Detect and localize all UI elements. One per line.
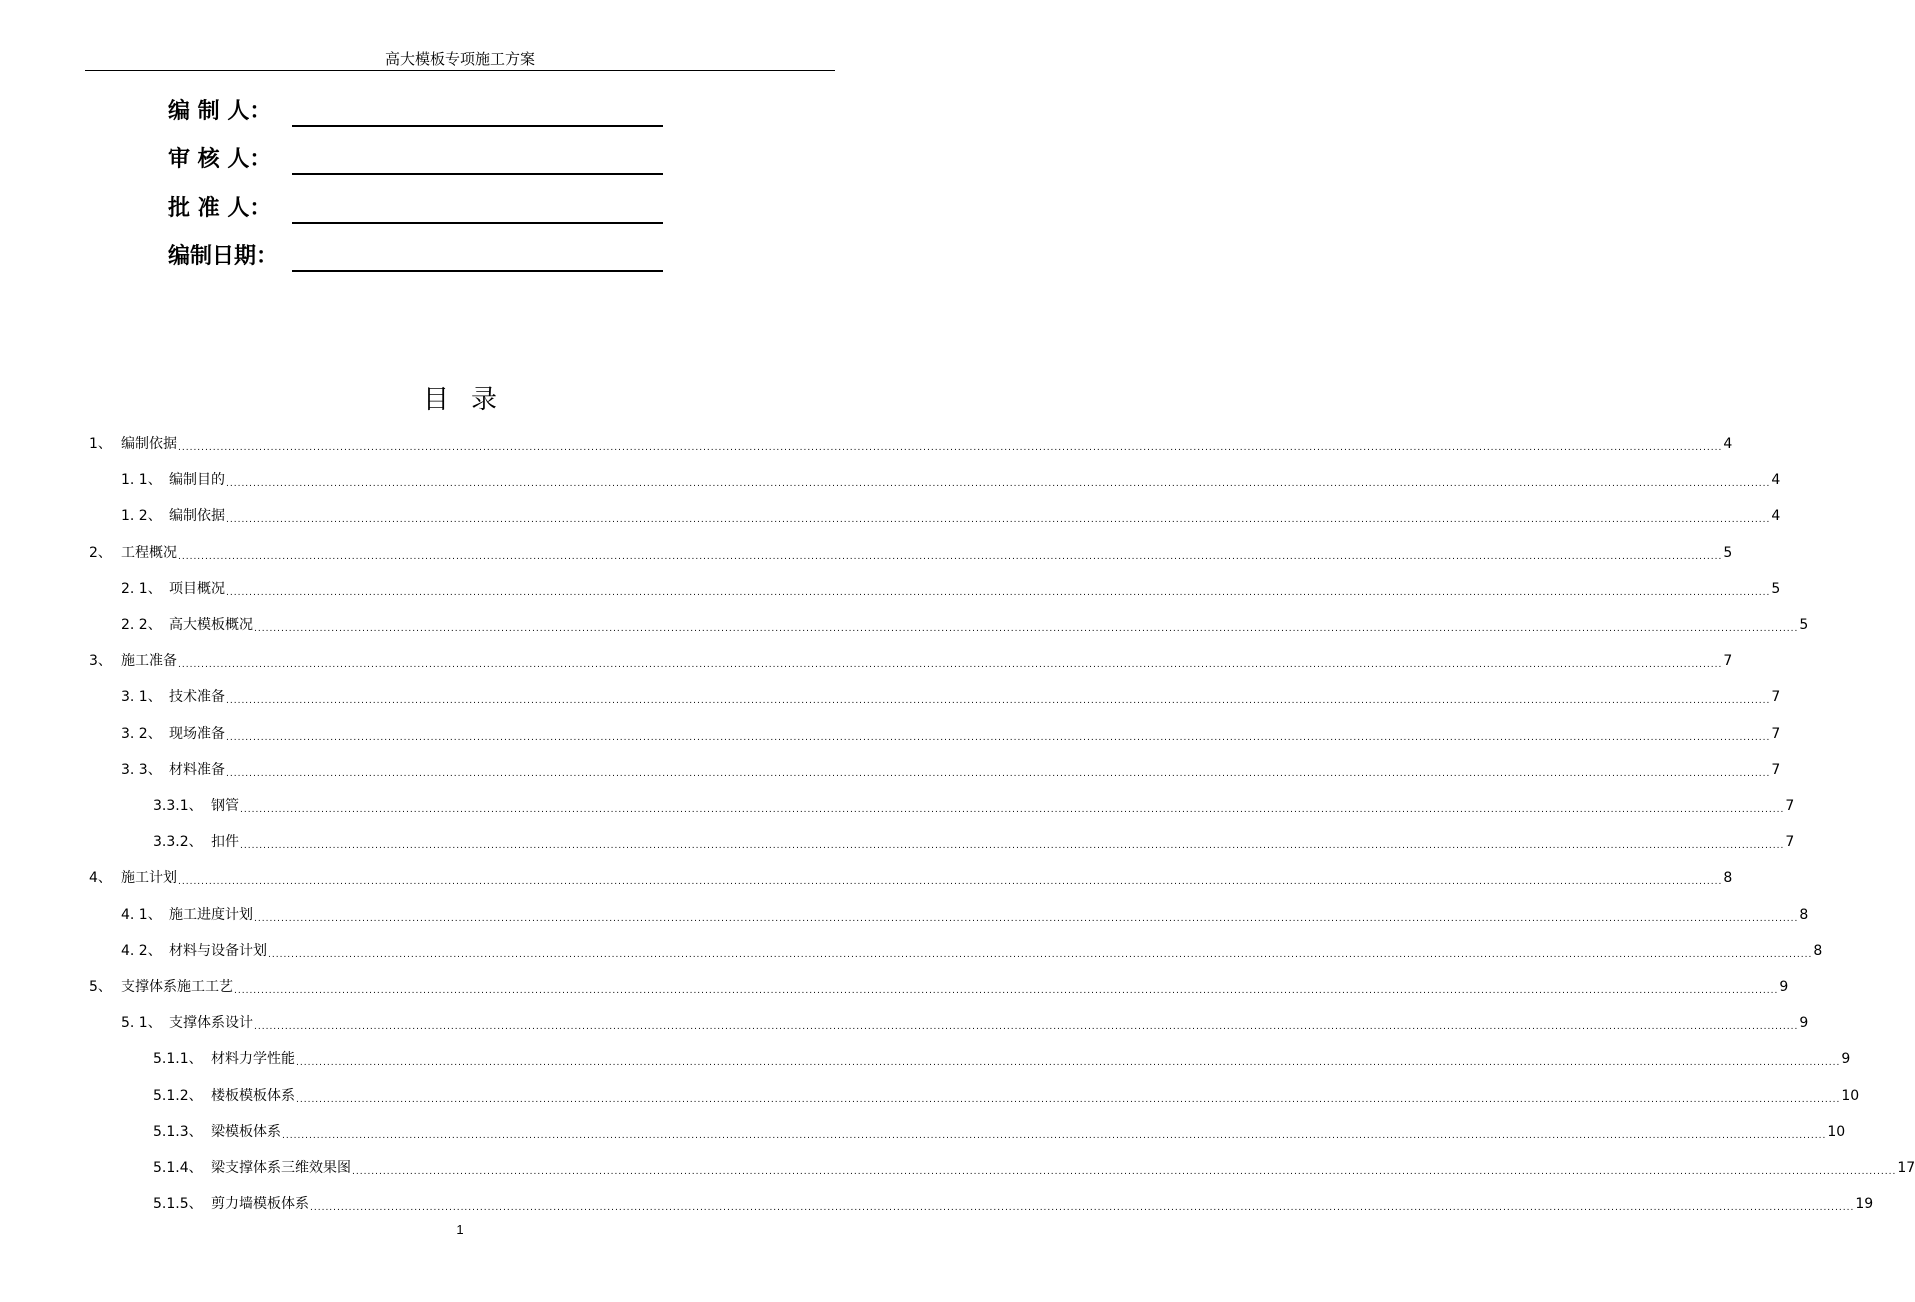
toc-entry[interactable] [153, 832, 1795, 852]
toc-entry-title: 项目概况 [169, 580, 225, 597]
page-header-title: 高大模板专项施工方案 [384, 50, 535, 68]
toc-entry-title: 编制目的 [169, 472, 225, 489]
toc-entry-page: 17 [1897, 1160, 1915, 1176]
toc-entry[interactable] [89, 434, 1733, 454]
toc-dot-leader: ................................................................................................................................................................................................................................................................................................................................................................................................................ [254, 624, 1799, 634]
toc-dot-leader: ................................................................................................................................................................................................................................................................................................................................................................................................................ [178, 443, 1723, 453]
toc-entry-title: 技术准备 [169, 689, 225, 706]
toc-dot-leader: ................................................................................................................................................................................................................................................................................................................................................................................................................ [226, 696, 1771, 707]
toc-entry-page: 8 [1723, 870, 1733, 887]
toc-entry-page: 5 [1799, 617, 1809, 633]
toc-entry-page: 4 [1771, 508, 1781, 525]
signature-line [292, 125, 663, 127]
toc-entry-title: 施工计划 [121, 870, 177, 887]
toc-entry[interactable] [89, 977, 1789, 997]
toc-entry-number: 1. 2、 [121, 508, 162, 525]
signature-line [292, 270, 663, 272]
toc-entry-page: 10 [1841, 1087, 1860, 1104]
signature-label: 审 核 人： [168, 147, 272, 172]
toc-entry-title: 材料准备 [169, 761, 225, 778]
toc-entry-number: 5.1.3、 [153, 1123, 203, 1140]
toc-entry[interactable] [153, 1049, 1851, 1069]
toc-entry-page: 8 [1813, 942, 1823, 959]
toc-entry[interactable] [153, 1158, 1915, 1178]
toc-entry-title: 高大模板概况 [169, 617, 253, 633]
toc-dot-leader: ................................................................................................................................................................................................................................................................................................................................................................................................................ [240, 841, 1785, 852]
toc-entry-page: 7 [1771, 725, 1781, 742]
toc-entry-number: 4. 1、 [121, 906, 162, 923]
toc-dot-leader: ................................................................................................................................................................................................................................................................................................................................................................................................................ [226, 479, 1771, 490]
toc-entry-title: 编制依据 [169, 508, 225, 525]
toc-dot-leader: ................................................................................................................................................................................................................................................................................................................................................................................................................ [178, 877, 1723, 888]
toc-entry-page: 8 [1799, 906, 1809, 923]
toc-entry-page: 7 [1771, 689, 1781, 706]
toc-entry-title: 工程概况 [121, 544, 177, 561]
toc-entry-title: 施工准备 [121, 653, 177, 670]
toc-dot-leader: ................................................................................................................................................................................................................................................................................................................................................................................................................ [254, 913, 1799, 924]
toc-entry-number: 2、 [89, 544, 112, 561]
page-number: 1 [456, 1222, 464, 1237]
toc-dot-leader: ................................................................................................................................................................................................................................................................................................................................................................................................................ [310, 1203, 1855, 1214]
toc-entry-title: 楼板模板体系 [211, 1087, 295, 1104]
toc-entry-title: 扣件 [211, 834, 239, 851]
toc-entry-title: 梁模板体系 [211, 1123, 281, 1140]
toc-dot-leader: ................................................................................................................................................................................................................................................................................................................................................................................................................ [178, 660, 1723, 671]
toc-entry[interactable] [153, 1194, 1874, 1214]
toc-entry-title: 材料与设备计划 [169, 942, 267, 959]
toc-entry-title: 施工进度计划 [169, 906, 253, 923]
toc-dot-leader: ................................................................................................................................................................................................................................................................................................................................................................................................................ [178, 551, 1723, 562]
toc-entry-page: 7 [1723, 653, 1733, 670]
toc-entry[interactable] [89, 868, 1733, 888]
signature-label: 批 准 人： [168, 196, 272, 221]
signature-line [292, 173, 663, 175]
toc-entry-page: 9 [1841, 1051, 1851, 1068]
toc-title: 目录 [422, 385, 519, 415]
toc-dot-leader: ................................................................................................................................................................................................................................................................................................................................................................................................................ [234, 986, 1779, 996]
toc-dot-leader: ................................................................................................................................................................................................................................................................................................................................................................................................................ [268, 949, 1813, 960]
toc-entry[interactable] [121, 905, 1809, 925]
toc-entry-title: 剪力墙模板体系 [211, 1196, 309, 1213]
toc-entry-number: 3. 2、 [121, 725, 162, 742]
toc-entry-title: 现场准备 [169, 725, 225, 742]
toc-entry-page: 7 [1771, 761, 1781, 778]
toc-entry-page: 19 [1855, 1196, 1874, 1213]
toc-entry[interactable] [121, 579, 1781, 599]
toc-entry[interactable] [121, 470, 1781, 490]
toc-dot-leader: ................................................................................................................................................................................................................................................................................................................................................................................................................ [254, 1022, 1799, 1033]
toc-entry-page: 10 [1827, 1123, 1846, 1140]
toc-entry[interactable] [121, 1013, 1809, 1033]
toc-entry-number: 3.3.1、 [153, 798, 203, 814]
toc-entry-number: 5.1.4、 [153, 1160, 203, 1176]
toc-entry-number: 3. 3、 [121, 761, 162, 778]
toc-entry[interactable] [121, 724, 1781, 744]
header-divider [85, 70, 835, 71]
signature-label: 编制日期： [168, 244, 279, 269]
toc-entry[interactable] [153, 1086, 1860, 1106]
toc-entry[interactable] [121, 941, 1823, 961]
toc-entry[interactable] [121, 760, 1781, 780]
toc-entry-number: 2. 2、 [121, 617, 162, 633]
toc-entry-number: 3.3.2、 [153, 834, 203, 851]
toc-dot-leader: ................................................................................................................................................................................................................................................................................................................................................................................................................ [240, 805, 1785, 815]
toc-dot-leader: ................................................................................................................................................................................................................................................................................................................................................................................................................ [352, 1167, 1897, 1177]
toc-dot-leader: ................................................................................................................................................................................................................................................................................................................................................................................................................ [282, 1130, 1827, 1141]
toc-entry-number: 3. 1、 [121, 689, 162, 706]
toc-entry-number: 1、 [89, 436, 112, 452]
signature-line [292, 222, 663, 224]
toc-entry-number: 5、 [89, 979, 112, 995]
toc-entry-title: 梁支撑体系三维效果图 [211, 1160, 351, 1176]
toc-dot-leader: ................................................................................................................................................................................................................................................................................................................................................................................................................ [296, 1058, 1841, 1069]
toc-entry-page: 4 [1771, 472, 1781, 489]
toc-entry[interactable] [121, 506, 1781, 526]
toc-entry-number: 5.1.1、 [153, 1051, 203, 1068]
toc-entry-number: 1. 1、 [121, 472, 162, 489]
toc-entry-number: 4. 2、 [121, 942, 162, 959]
toc-entry[interactable] [121, 687, 1781, 707]
toc-entry-page: 5 [1723, 544, 1733, 561]
signature-label: 编 制 人： [168, 99, 272, 124]
toc-dot-leader: ................................................................................................................................................................................................................................................................................................................................................................................................................ [226, 732, 1771, 743]
toc-dot-leader: ................................................................................................................................................................................................................................................................................................................................................................................................................ [226, 515, 1771, 526]
toc-entry-page: 7 [1785, 798, 1795, 814]
toc-entry-number: 5.1.5、 [153, 1196, 203, 1213]
toc-entry[interactable] [153, 1122, 1846, 1142]
toc-dot-leader: ................................................................................................................................................................................................................................................................................................................................................................................................................ [296, 1094, 1841, 1105]
toc-entry-title: 支撑体系施工工艺 [121, 979, 233, 995]
toc-entry-page: 9 [1799, 1015, 1809, 1032]
toc-entry-number: 5. 1、 [121, 1015, 162, 1032]
toc-entry-title: 支撑体系设计 [169, 1015, 253, 1032]
toc-entry-page: 5 [1771, 580, 1781, 597]
toc-entry-number: 2. 1、 [121, 580, 162, 597]
toc-entry[interactable] [89, 651, 1733, 671]
toc-entry[interactable] [121, 615, 1809, 635]
toc-entry-title: 钢管 [211, 798, 239, 814]
toc-entry-page: 4 [1723, 436, 1733, 452]
toc-entry-page: 7 [1785, 834, 1795, 851]
toc-dot-leader: ................................................................................................................................................................................................................................................................................................................................................................................................................ [226, 587, 1771, 598]
toc-entry[interactable] [89, 543, 1733, 563]
toc-entry-title: 编制依据 [121, 436, 177, 452]
toc-entry[interactable] [153, 796, 1795, 816]
toc-dot-leader: ................................................................................................................................................................................................................................................................................................................................................................................................................ [226, 768, 1771, 779]
toc-entry-page: 9 [1779, 979, 1789, 995]
toc-entry-title: 材料力学性能 [211, 1051, 295, 1068]
toc-entry-number: 5.1.2、 [153, 1087, 203, 1104]
toc-entry-number: 3、 [89, 653, 112, 670]
toc-entry-number: 4、 [89, 870, 112, 887]
